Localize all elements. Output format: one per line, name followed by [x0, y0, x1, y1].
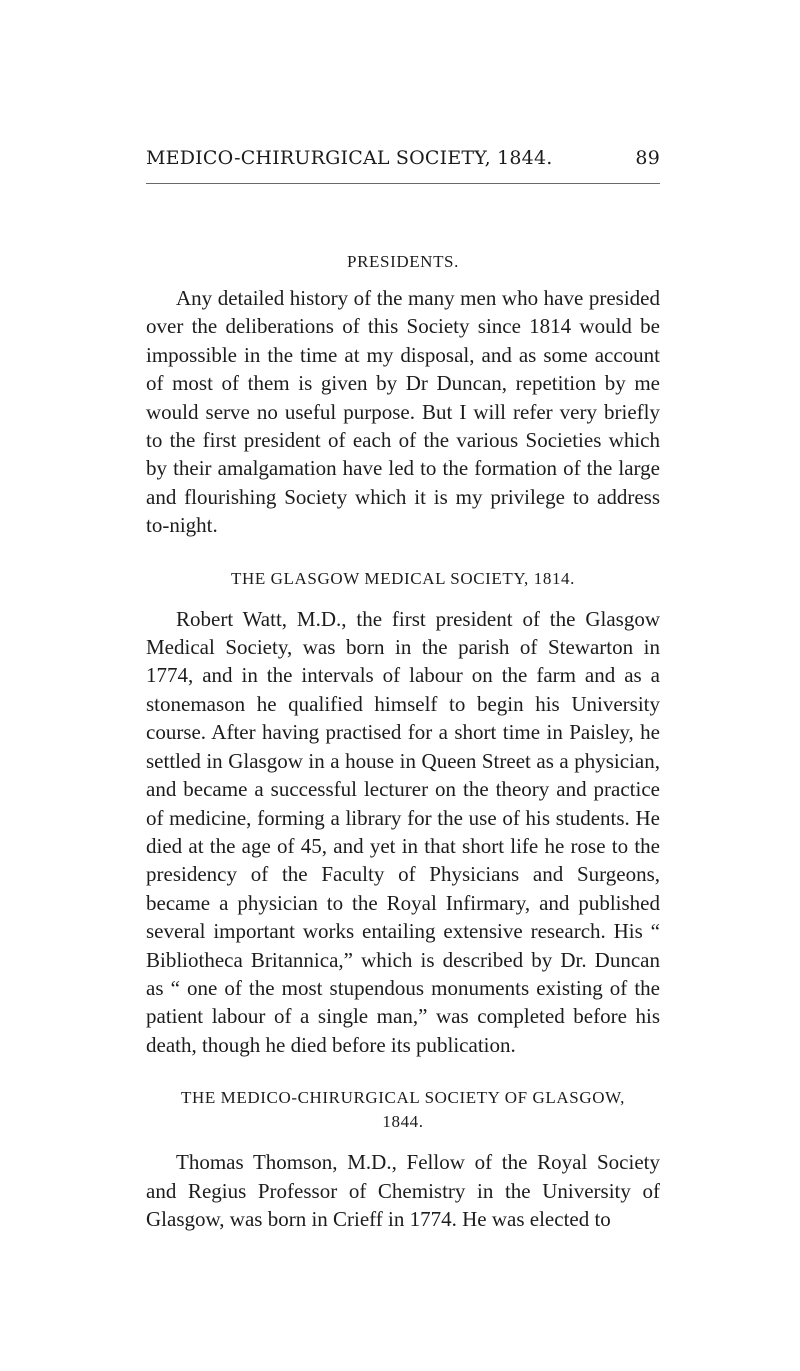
section-heading-line-2: 1844. — [382, 1112, 424, 1132]
heading-spacer — [146, 1134, 660, 1148]
section-heading-glasgow-medical-society: THE GLASGOW MEDICAL SOCIETY, 1814. — [230, 568, 576, 588]
paragraph-presidents: Any detailed history of the many men who have presided over the deliberations of this Society since 1814 would be impossible in the time at my disposal, and as some account of most of them is given by Dr Duncan, repetition by me would serve no useful purpose. But I will refer very briefly to the first president of each of the various Societies which by their amalgamation have led to the formation of the large and flourishing Society which it is my privilege to address to-night. — [146, 286, 660, 538]
section-heading-presidents: PRESIDENTS. — [347, 252, 459, 271]
heading-spacer — [146, 591, 660, 605]
section-spacer — [146, 1059, 660, 1086]
page-number: 89 — [635, 147, 660, 169]
running-head — [146, 147, 660, 175]
paragraph-robert-watt: Robert Watt, M.D., the first president of the Glasgow Medical Society, was born in the parish of Stewarton in 1774, and in the intervals of labour on the farm and as a stonemason he qualified himself to begin his University course. After having practised for a short time in Paisley, he settled in Glasgow in a house in Queen Street as a physician, and became a successful lecturer on the theory and practice of medicine, forming a library for the use of his students. He died at the age of 45, and yet in that short life he rose to the presidency of the Faculty of Physicians and Surgeons, became a physician to the Royal Infirmary, and published several important works entailing extensive research. His “ Bibliotheca Britannica,” which is described by Dr. Duncan as “ one of the most stupendous monuments existing of the patient labour of a single man,” was completed before his death, though he died before its publication. — [146, 606, 660, 1057]
paragraph-thomas-thomson: Thomas Thomson, M.D., Fellow of the Royal Society and Regius Professor of Chemistry in the University of Glasgow, was born in Crieff in 1774. He was elected to — [146, 1150, 660, 1231]
section-heading-medico-chirurgical-society — [146, 1086, 660, 1134]
header-rule — [146, 183, 660, 184]
running-title: MEDICO-CHIRURGICAL SOCIETY, 1844. — [146, 147, 553, 169]
section-heading-line-1: THE MEDICO-CHIRURGICAL SOCIETY OF GLASGOW, — [180, 1088, 626, 1108]
body-text — [146, 250, 660, 1233]
section-spacer — [146, 540, 660, 567]
